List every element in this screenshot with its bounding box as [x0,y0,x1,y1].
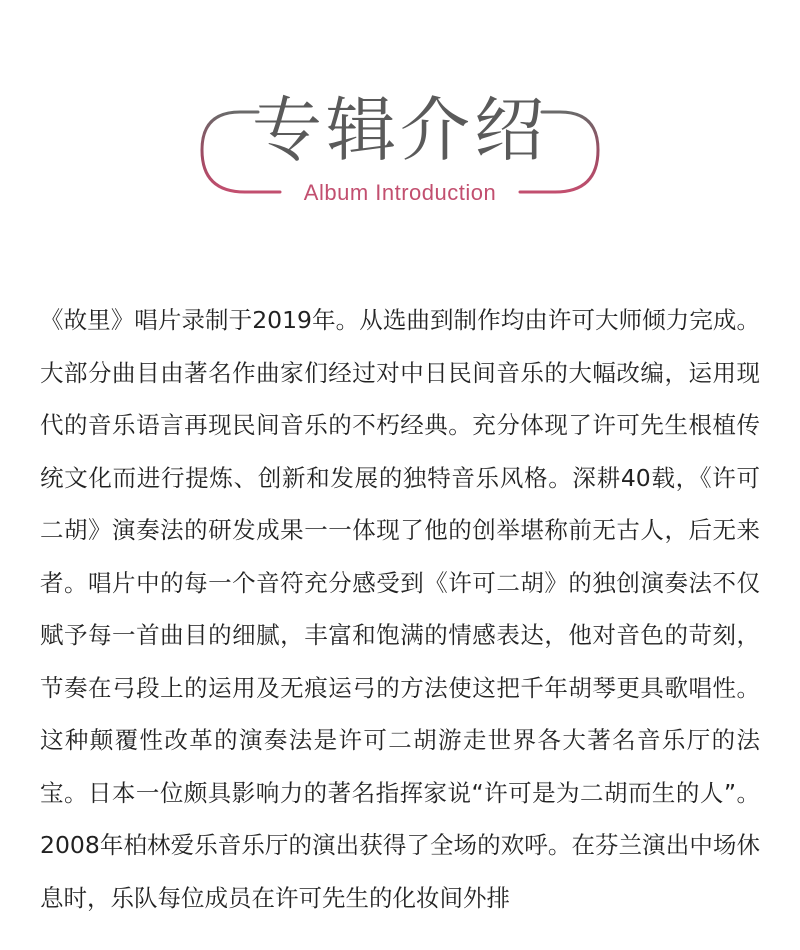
section-subtitle: Album Introduction [303,180,497,205]
section-header [0,0,800,230]
section-title: 专辑介绍 [252,89,548,171]
album-intro-paragraph: 《故里》唱片录制于2019年。从选曲到制作均由许可大师倾力完成。大部分曲目由著名作曲家们经过对中日民间音乐的大幅改编，运用现代的音乐语言再现民间音乐的不朽经典。充分体现了许可先生根植传统文化而进行提炼、创新和发展的独特音乐风格。深耕40载，《许可二胡》演奏法的研发成果一一体现了他的创举堪称前无古人，后无来者。唱片中的每一个音符充分感受到《许可二胡》的独创演奏法不仅赋予每一首曲目的细腻，丰富和饱满的情感表达，他对音色的苛刻，节奏在弓段上的运用及无痕运弓的方法使这把千年胡琴更具歌唱性。这种颠覆性改革的演奏法是许可二胡游走世界各大著名音乐厅的法宝。日本一位颇具影响力的著名指挥家说“许可是为二胡而生的人”。2008年柏林爱乐音乐厅的演出获得了全场的欢呼。在芬兰演出中场休息时，乐队每位成员在许可先生的化妆间外排 [40,306,760,912]
